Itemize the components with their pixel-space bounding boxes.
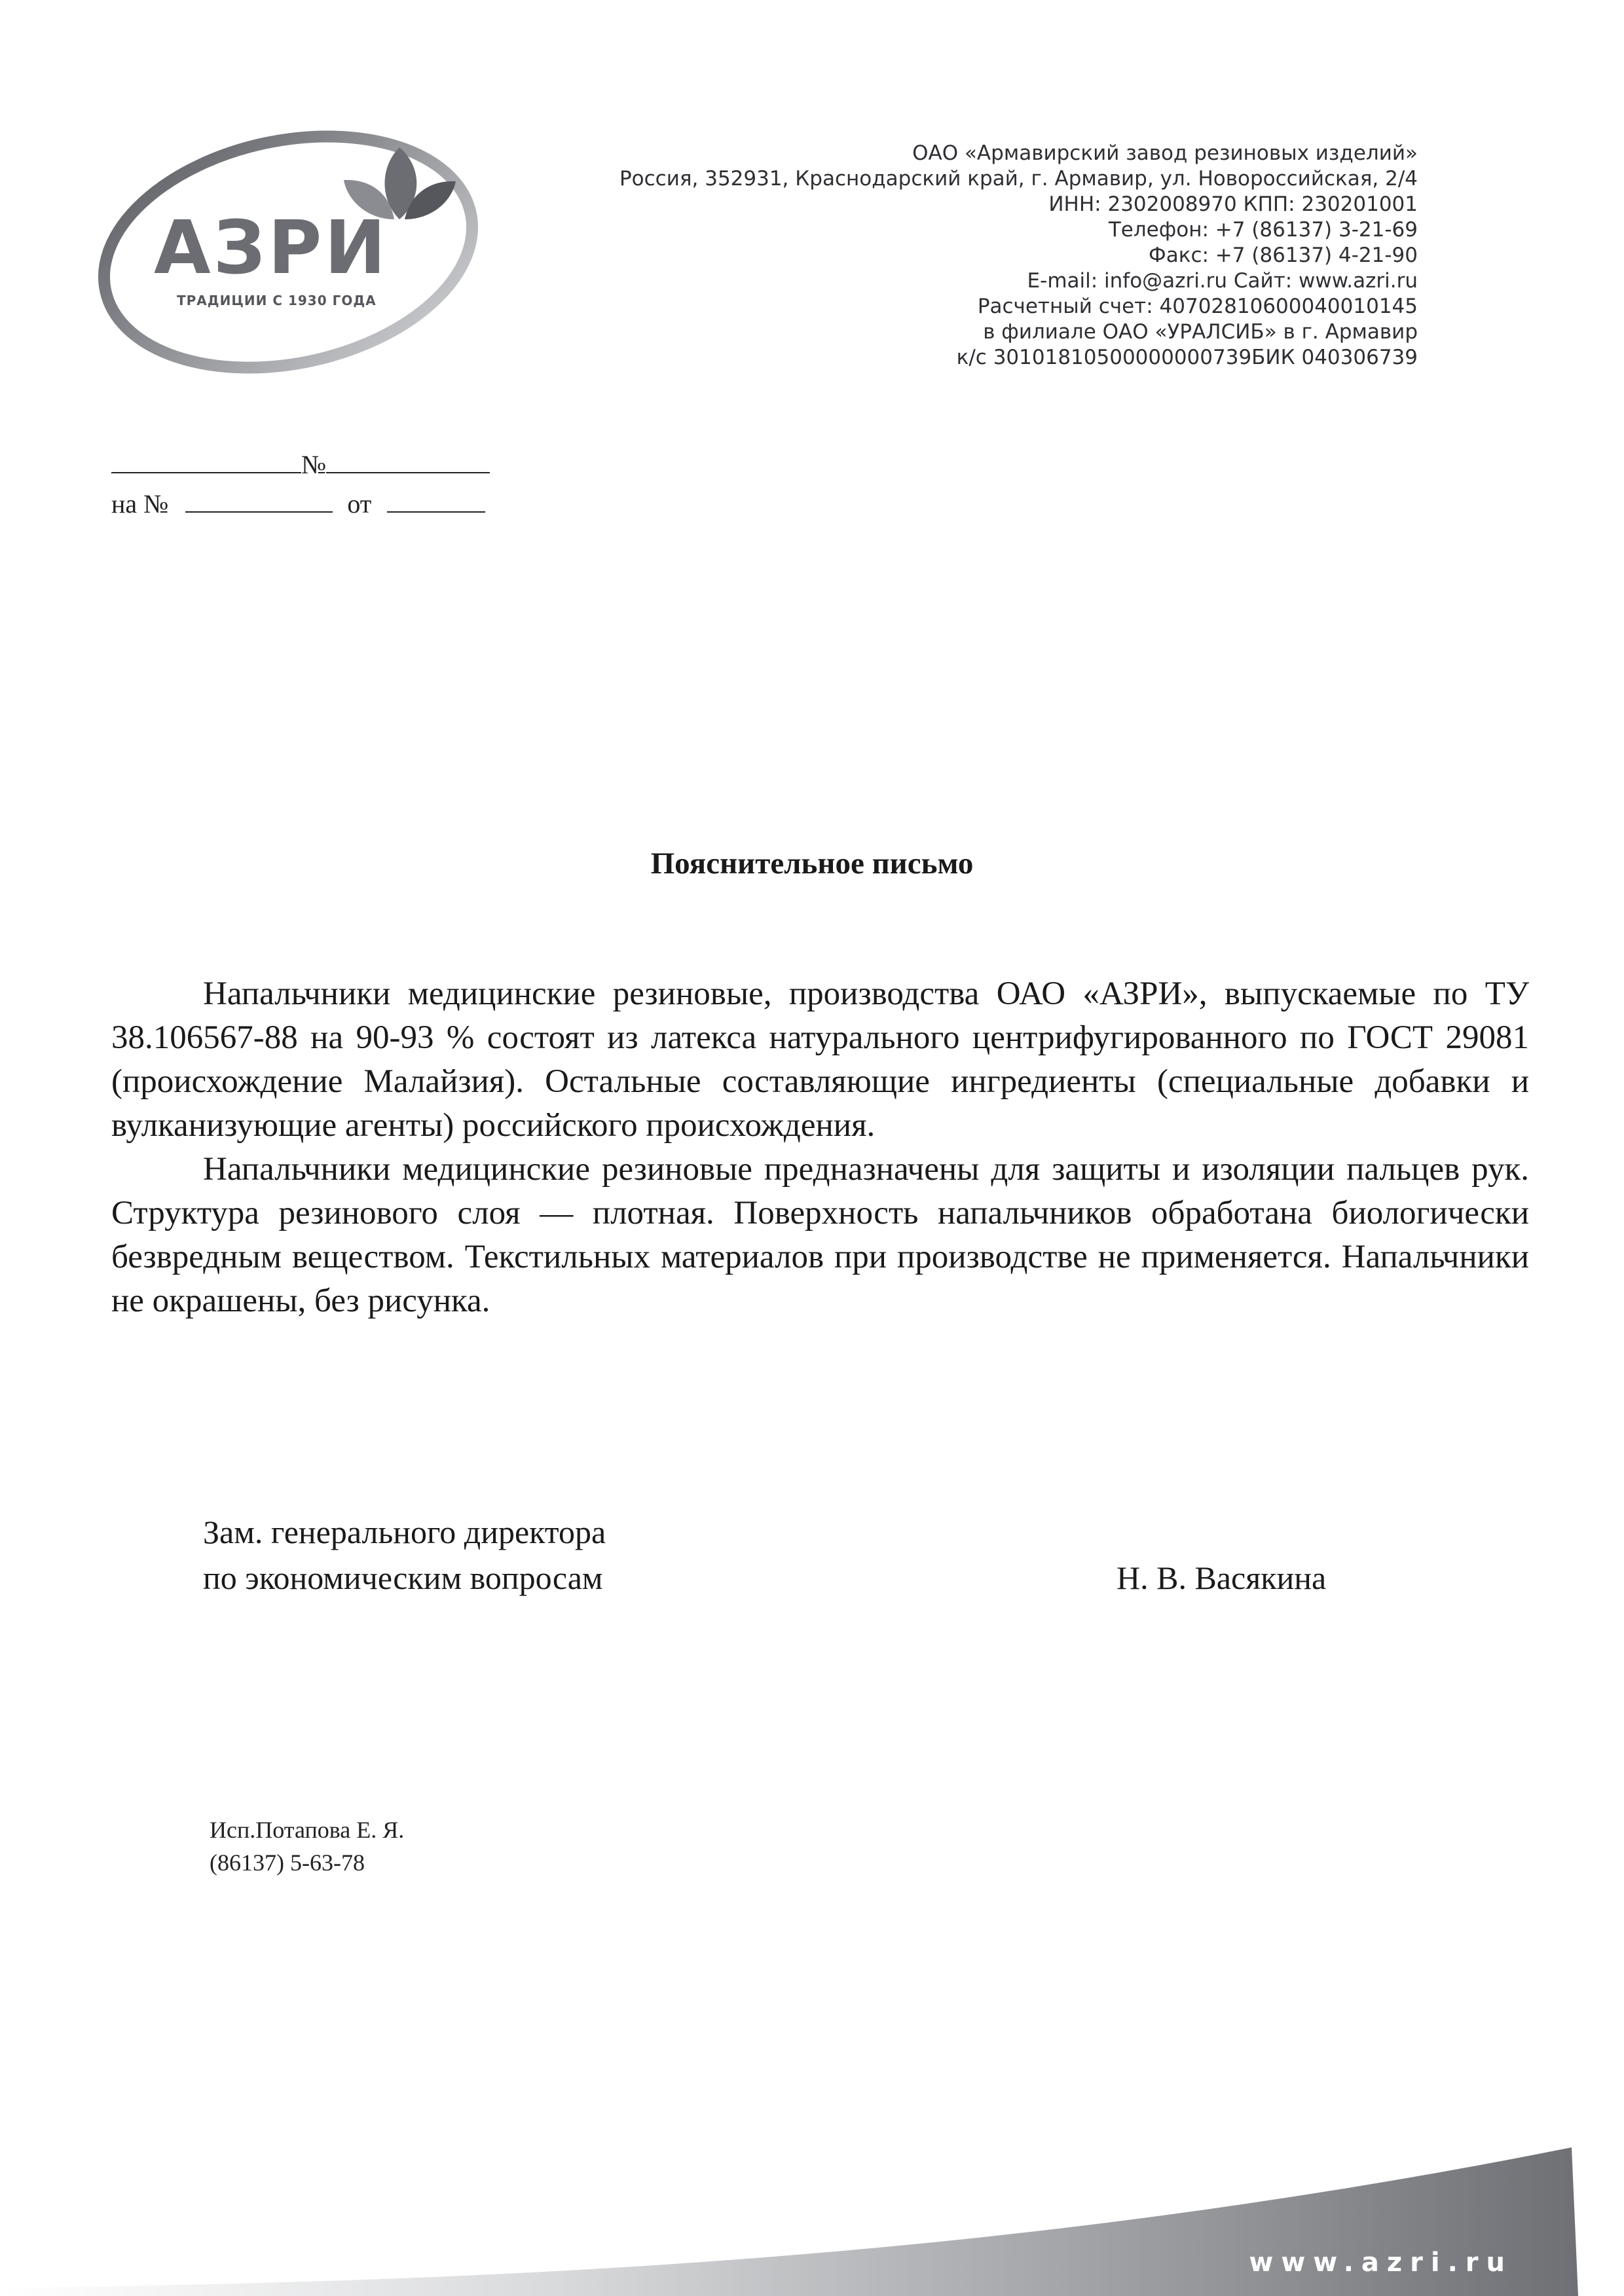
- company-requisites: [435, 141, 1418, 371]
- footer-url: www.azri.ru: [1249, 2248, 1513, 2278]
- reference-row: [111, 488, 490, 527]
- company-correspondent-account: к/с 30101810500000000739БИК 040306739: [956, 346, 1418, 369]
- body-paragraph: Напальчники медицинские резиновые предназначены для защиты и изоляции пальцев рук. Структура резинового слоя — плотная. Поверхность напальчников обработана биологически безвредным веществом. Текстильных материалов при производстве не применяется. Напальчники не окрашены, без рисунка.: [111, 1151, 1529, 1319]
- executor-name: Исп.Потапова Е. Я.: [210, 1817, 405, 1843]
- executor-block: [210, 1813, 404, 1879]
- logo-name: АЗРИ: [154, 206, 389, 291]
- signatory-position-line: Зам. генерального директора: [203, 1514, 606, 1550]
- company-address: Россия, 352931, Краснодарский край, г. Армавир, ул. Новороссийская, 2/4: [619, 167, 1418, 191]
- reference-prefix: на №: [111, 489, 169, 519]
- signatory-position: [203, 1509, 606, 1601]
- body-paragraph: Напальчники медицинские резиновые, производства ОАО «АЗРИ», выпускаемые по ТУ 38.106567-88 на 90-93 % состоят из латекса натурального центрифугированного по ГОСТ 29081 (происхождение Малайзия). Остальные составляющие ингредиенты (специальные добавки и вулканизующие агенты) российского происхождения.: [111, 975, 1529, 1144]
- executor-phone: (86137) 5-63-78: [210, 1850, 365, 1876]
- company-phone: Телефон: +7 (86137) 3-21-69: [1108, 218, 1418, 242]
- date-prefix: от: [347, 489, 372, 519]
- logo-tagline: ТРАДИЦИИ С 1930 ГОДА: [177, 293, 377, 308]
- company-tax-ids: ИНН: 2302008970 КПП: 230201001: [1048, 192, 1418, 216]
- reference-number-blank: [185, 488, 333, 513]
- outgoing-number-row: [111, 448, 490, 488]
- signatory-name: Н. В. Васякина: [1116, 1559, 1327, 1596]
- signatory-position-line: по экономическим вопросам: [203, 1559, 603, 1596]
- outgoing-number-blank: [326, 448, 490, 473]
- reference-date-blank: [387, 488, 485, 513]
- company-bank-branch: в филиале ОАО «УРАЛСИБ» в г. Армавир: [983, 320, 1418, 344]
- letter-title: Пояснительное письмо: [650, 847, 974, 881]
- company-account: Расчетный счет: 40702810600040010145: [977, 295, 1418, 318]
- outgoing-number-block: [111, 448, 490, 527]
- number-sign: №: [301, 450, 327, 479]
- company-email-site: E-mail: info@azri.ru Сайт: www.azri.ru: [1027, 269, 1418, 293]
- outgoing-date-blank: [111, 448, 301, 473]
- company-name: ОАО «Армавирский завод резиновых изделий»: [912, 141, 1418, 165]
- company-fax: Факс: +7 (86137) 4-21-90: [1149, 244, 1418, 267]
- letter-body: [111, 972, 1529, 1323]
